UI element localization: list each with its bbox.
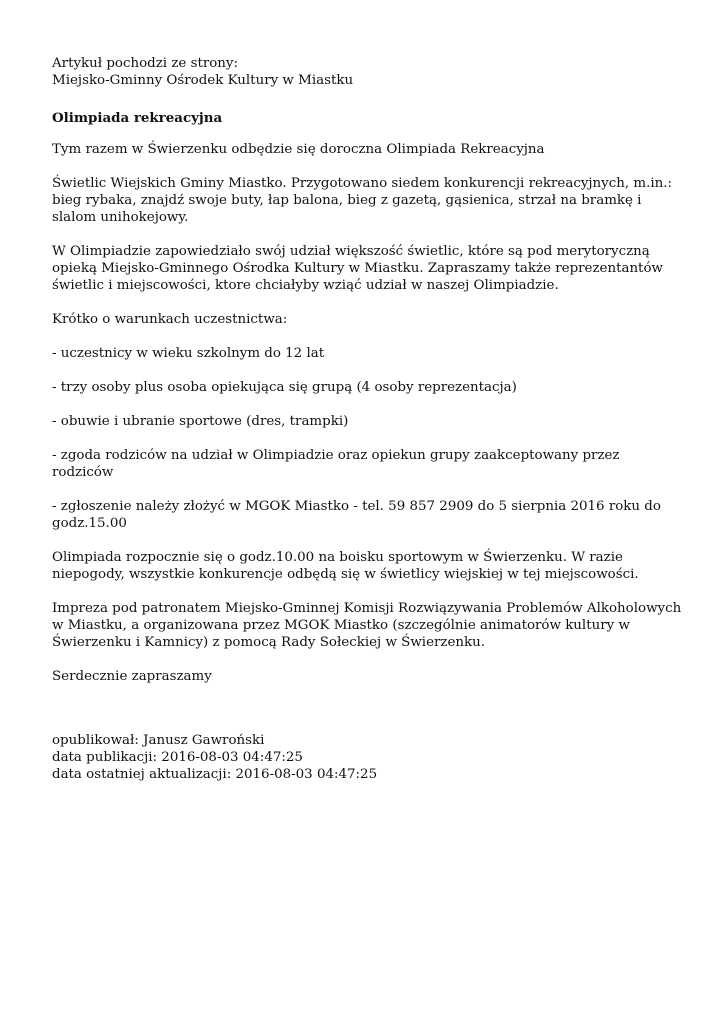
article-paragraph: Impreza pod patronatem Miejsko-Gminnej Komisji Rozwiązywania Problemów Alkoholowych w Miastku, a organizowana przez MGOK Miastko (szczególnie animatorów kultury w Świerzenku i Kamnicy) z pomocą Rady Sołeckiej w Świerzenku.	[52, 601, 682, 650]
article-paragraph: Olimpiada rozpocznie się o godz.10.00 na boisku sportowym w Świerzenku. W razie niepogody, wszystkie konkurencje odbędą się w świetlicy wiejskiej w tej miejscowości.	[52, 550, 639, 582]
list-item: - trzy osoby plus osoba opiekująca się grupą (4 osoby reprezentacja)	[52, 380, 517, 395]
article-paragraph: Serdecznie zapraszamy	[52, 669, 212, 684]
article-body	[52, 141, 682, 685]
source-header	[52, 55, 682, 89]
source-name: Miejsko-Gminny Ośrodek Kultury w Miastku	[52, 73, 354, 88]
author-line: opublikował: Janusz Gawroński	[52, 733, 265, 748]
document-page	[52, 55, 682, 783]
article-paragraph: Krótko o warunkach uczestnictwa:	[52, 312, 288, 327]
publish-date: data publikacji: 2016-08-03 04:47:25	[52, 750, 303, 765]
article-title: Olimpiada rekreacyjna	[52, 110, 223, 126]
article-paragraph: Tym razem w Świerzenku odbędzie się doroczna Olimpiada Rekreacyjna	[52, 142, 545, 157]
article-paragraph: Świetlic Wiejskich Gminy Miastko. Przygotowano siedem konkurencji rekreacyjnych, m.in.: bieg rybaka, znajdź swoje buty, łap balona, bieg z gazetą, gąsienica, strzał na bramkę i slalom unihokejowy.	[52, 176, 673, 225]
list-item: - zgoda rodziców na udział w Olimpiadzie oraz opiekun grupy zaakceptowany przez rodziców	[52, 448, 620, 480]
article-paragraph: W Olimpiadzie zapowiedziało swój udział większość świetlic, które są pod merytoryczną opieką Miejsko-Gminnego Ośrodka Kultury w Miastku. Zapraszamy także reprezentantów świetlic i miejscowości, ktore chciałyby wziąć udział w naszej Olimpiadzie.	[52, 244, 663, 293]
publication-meta	[52, 732, 682, 783]
source-label: Artykuł pochodzi ze strony:	[52, 56, 238, 71]
update-date: data ostatniej aktualizacji: 2016-08-03 04:47:25	[52, 767, 378, 782]
list-item: - uczestnicy w wieku szkolnym do 12 lat	[52, 346, 325, 361]
list-item: - obuwie i ubranie sportowe (dres, trampki)	[52, 414, 349, 429]
list-item: - zgłoszenie należy złożyć w MGOK Miastko - tel. 59 857 2909 do 5 sierpnia 2016 roku do godz.15.00	[52, 499, 661, 531]
